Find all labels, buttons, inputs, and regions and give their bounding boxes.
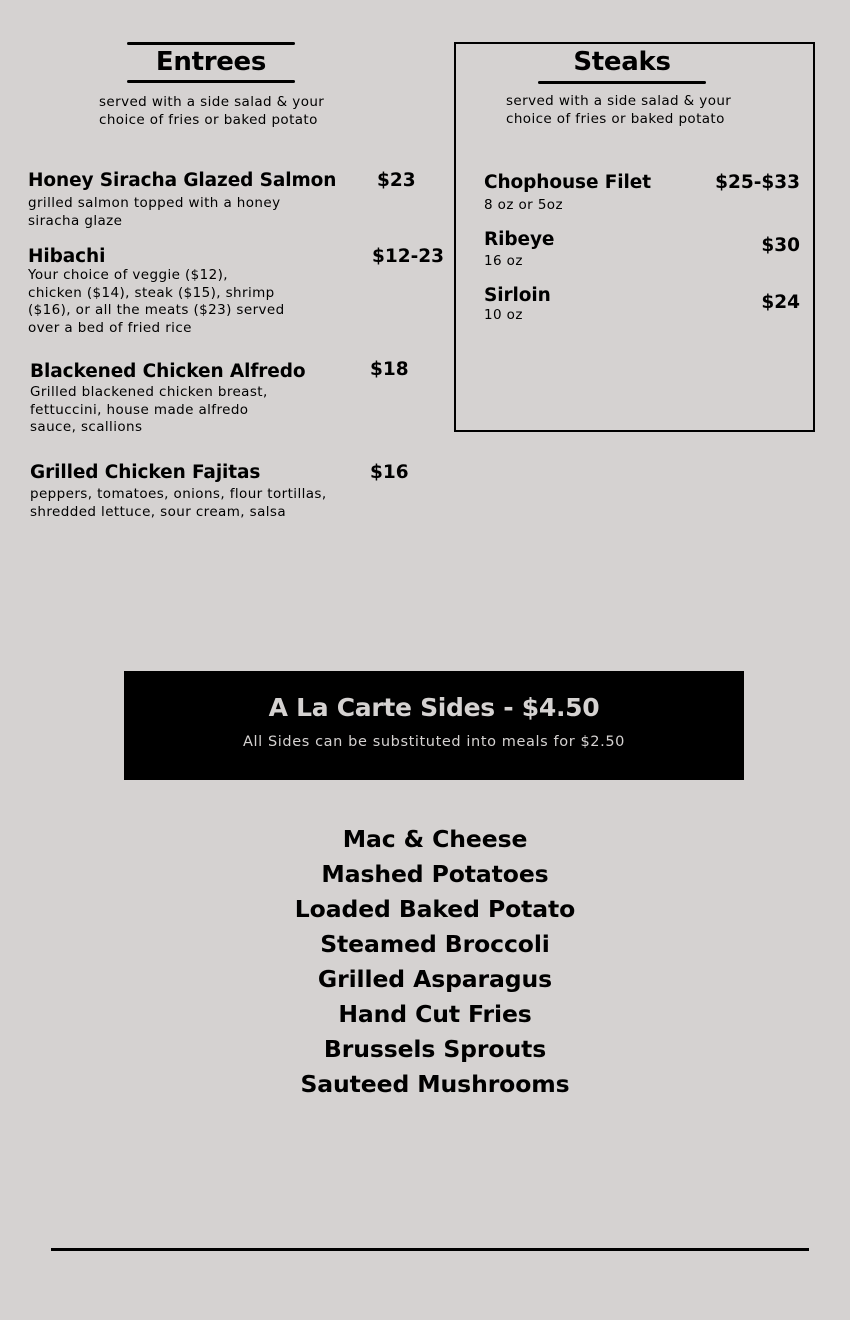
list-item: Mac & Cheese (342, 825, 528, 853)
item-price: $23 (377, 170, 416, 191)
list-item: Brussels Sprouts (323, 1035, 547, 1063)
list-item: Mashed Potatoes (321, 860, 549, 888)
item-price: $18 (370, 359, 409, 380)
steaks-subtitle: served with a side salad & your choice of fries or baked potato (506, 93, 732, 127)
item-name: Blackened Chicken Alfredo (30, 361, 306, 382)
item-name: Honey Siracha Glazed Salmon (28, 170, 337, 191)
item-description: Your choice of veggie ($12), chicken ($14), steak ($15), shrimp ($16), or all the meats ($23) served over a bed of fried rice (28, 267, 285, 336)
item-name: Chophouse Filet (484, 172, 651, 193)
bottom-divider (51, 1248, 809, 1251)
item-description: 10 oz (484, 307, 523, 323)
list-item: Loaded Baked Potato (294, 895, 576, 923)
entrees-rule-bottom (127, 80, 295, 83)
entrees-rule-top (127, 42, 295, 45)
item-name: Grilled Chicken Fajitas (30, 462, 261, 483)
item-description: Grilled blackened chicken breast, fettuccini, house made alfredo sauce, scallions (30, 384, 268, 435)
item-price: $12-23 (372, 246, 445, 267)
sides-subtitle: All Sides can be substituted into meals for $2.50 (243, 734, 625, 750)
sides-banner (124, 671, 744, 780)
item-price: $25-$33 (715, 172, 800, 193)
sides-title: A La Carte Sides - $4.50 (268, 693, 600, 722)
list-item: Hand Cut Fries (338, 1000, 532, 1028)
entrees-title: Entrees (155, 47, 267, 77)
steaks-rule (538, 81, 706, 84)
item-name: Hibachi (28, 246, 106, 267)
steaks-title: Steaks (573, 47, 671, 77)
list-item: Grilled Asparagus (317, 965, 553, 993)
item-description: 16 oz (484, 253, 523, 269)
sides-list (0, 822, 850, 1102)
item-price: $30 (761, 235, 800, 256)
entrees-subtitle: served with a side salad & your choice of fries or baked potato (99, 94, 325, 128)
item-description: peppers, tomatoes, onions, flour tortillas, shredded lettuce, sour cream, salsa (30, 486, 327, 520)
item-description: 8 oz or 5oz (484, 197, 563, 213)
item-description: grilled salmon topped with a honey siracha glaze (28, 195, 281, 229)
item-name: Sirloin (484, 285, 551, 306)
item-price: $16 (370, 462, 409, 483)
list-item: Sauteed Mushrooms (300, 1070, 570, 1098)
list-item: Steamed Broccoli (320, 930, 550, 958)
item-price: $24 (761, 292, 800, 313)
item-name: Ribeye (484, 229, 555, 250)
